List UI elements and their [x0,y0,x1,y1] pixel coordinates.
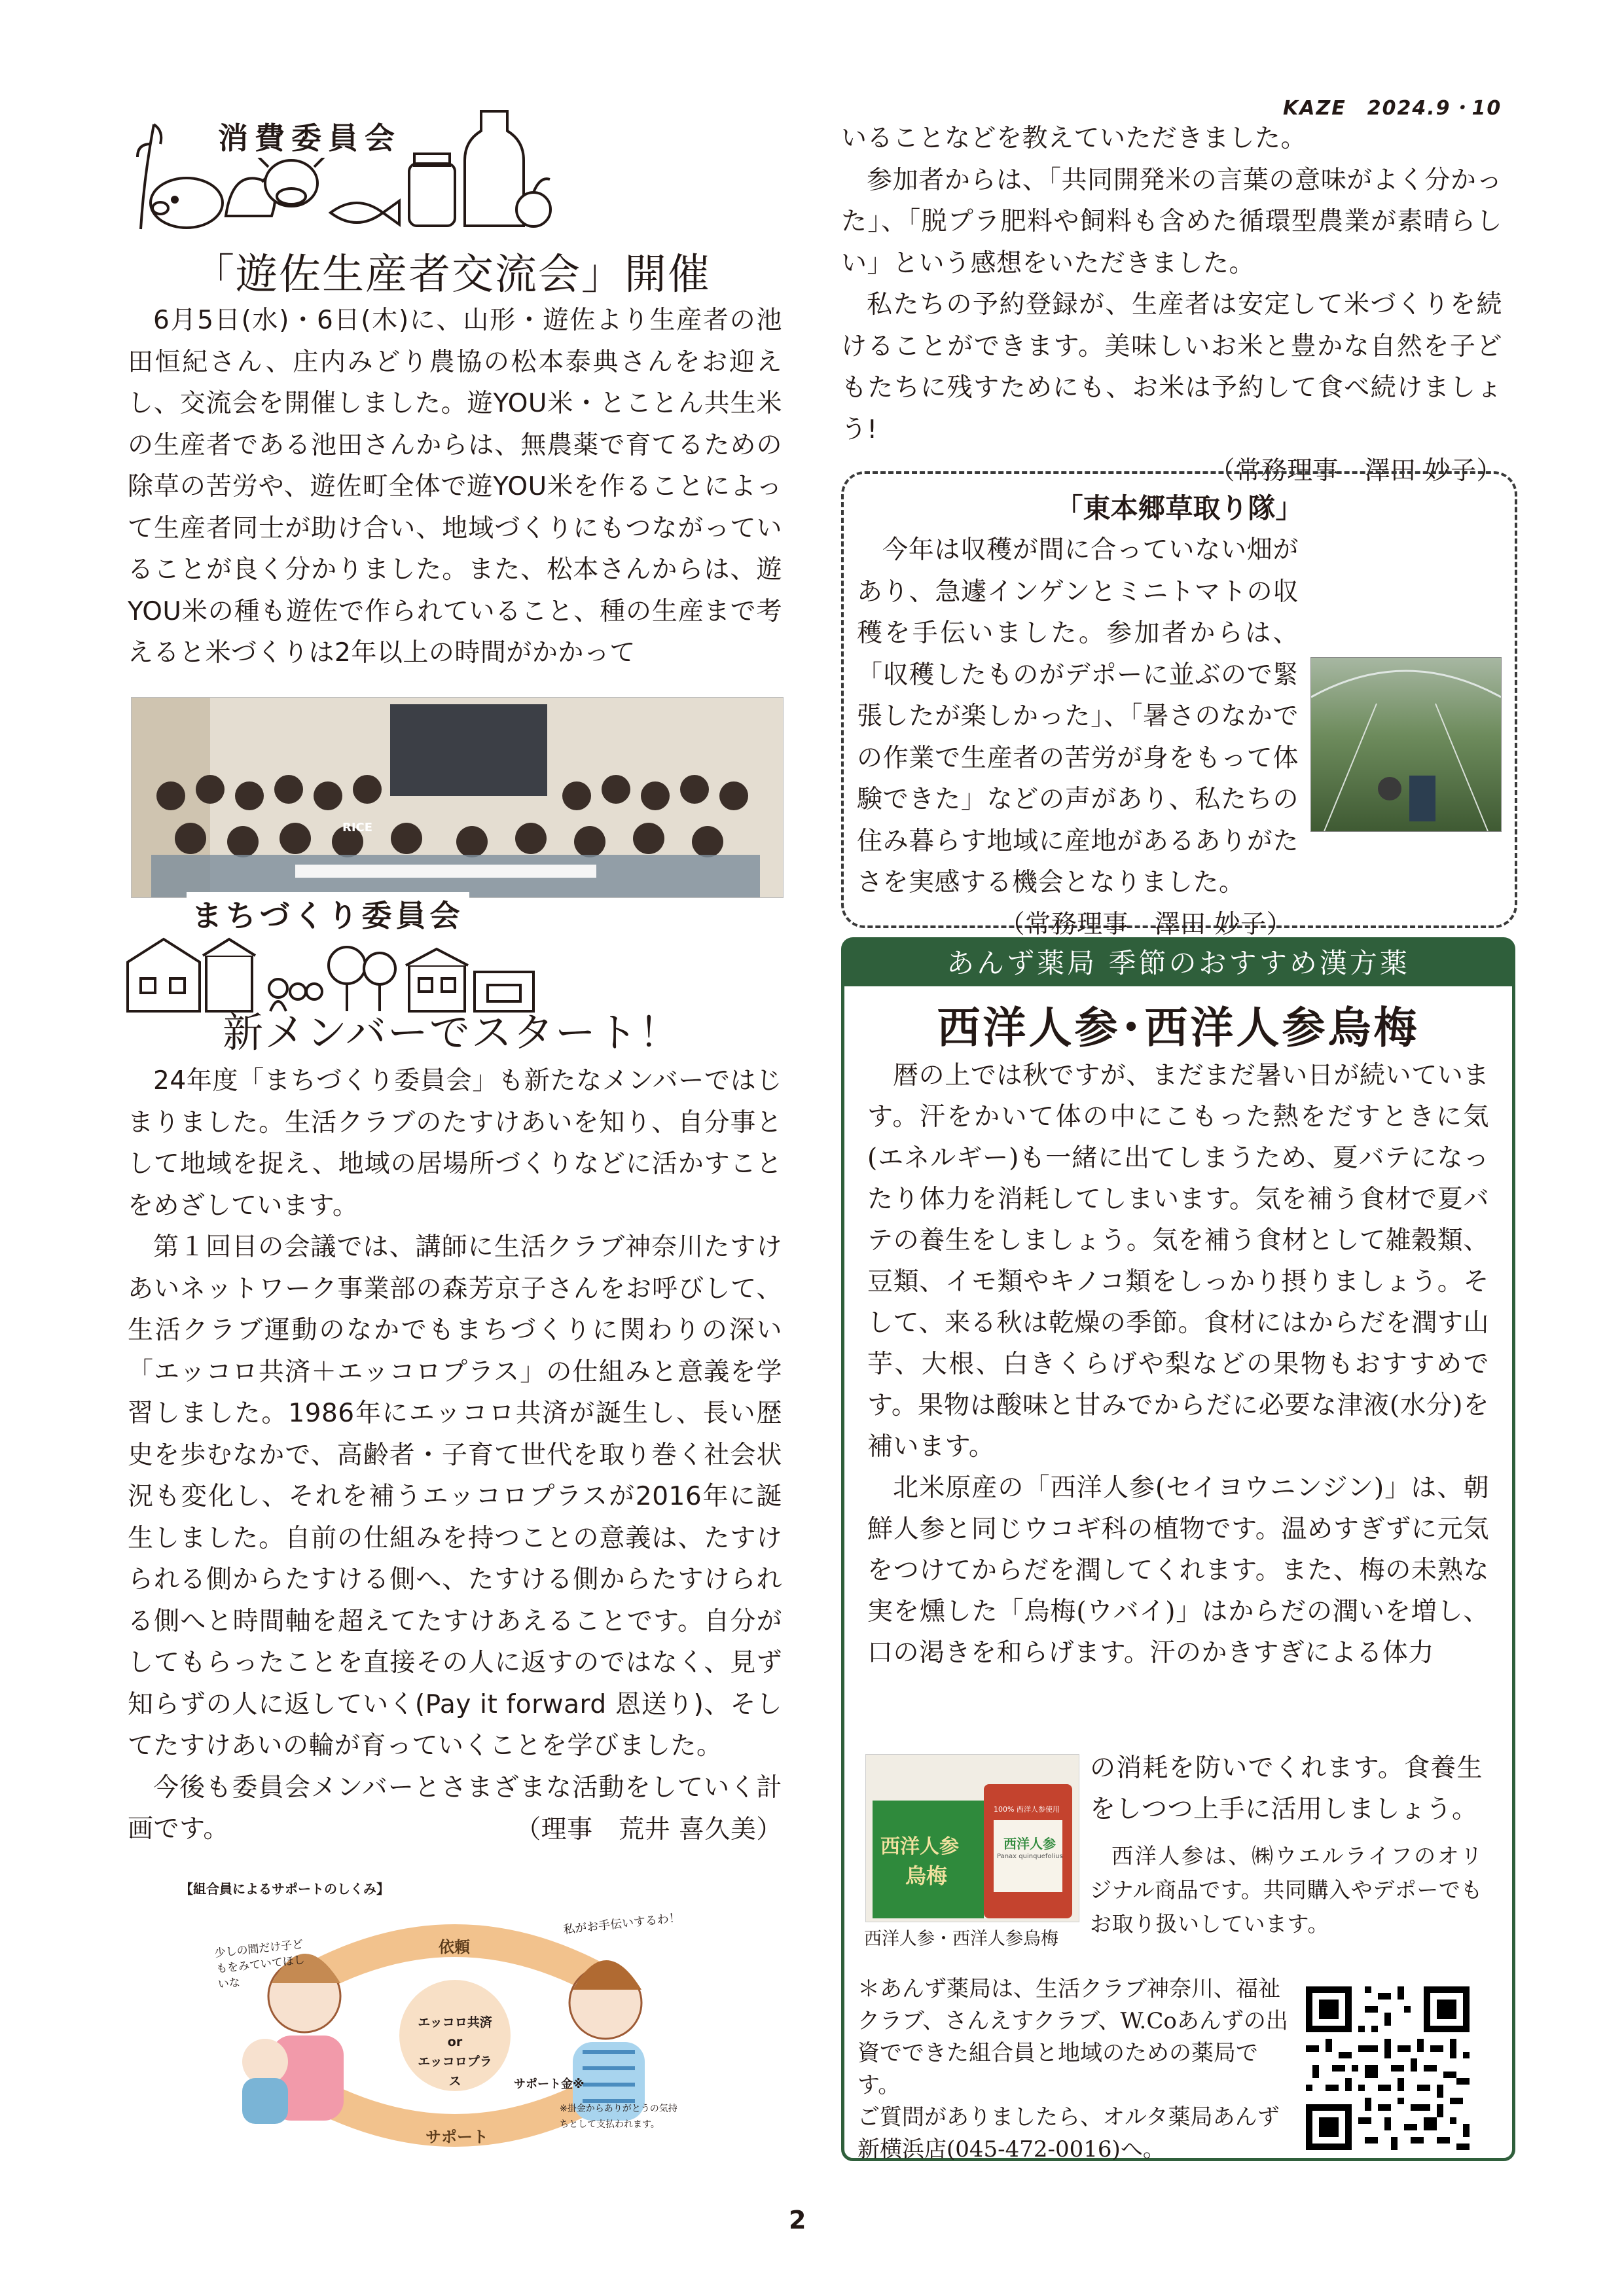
support-money-label: サポート金※ [514,2077,585,2091]
kanpo-paragraph-2: 北米原産の「西洋人参(セイヨウニンジン)」は、朝鮮人参と同じウコギ科の植物です。温めすぎずに元気をつけてからだを潤してくれます。また、梅の未熟な実を燻した「烏梅(ウバイ)」はからだの潤いを増し、口の渇きを和らげます。汗のかきすぎによる体力 [867,1473,1489,1668]
kanpo-footnote: ＊あんず薬局は、生活クラブ神奈川、福祉クラブ、さんえすクラブ、W.Coあんずの出資でできた組合員と地域のための薬局です。 ご質問がありましたら、オルタ薬局あんず新横浜店(045-472-0016)へ。 [857,1976,1288,2162]
weeding-box [841,471,1517,939]
food-illustration [115,85,566,236]
consumer-article-title: 「遊佐生産者交流会」開催 [192,251,711,299]
machi-paragraph-3: 今後も委員会メンバーとさまざまな活動をしていく計画です。 [128,1772,782,1844]
group-photo [131,697,784,898]
weeding-title: 「東本郷草取り隊」 [1055,492,1303,524]
product-image-caption: 西洋人参・西洋人参烏梅 [864,1929,1058,1949]
weeding-paragraph: 今年は収穫が間に合っていない畑があり、急遽インゲンとミニトマトの収穫を手伝いました。参加者からは、「収穫したものがデポーに並ぶので緊張したが楽しかった」、「暑さのなかでの作業で生産者の苦労が身をもって体験できた」などの声があり、私たちの住み暮らす地域に産地があるありがたさを実感する機会となりました。 [857,535,1299,897]
weeding-photo [1310,657,1502,832]
speech-left: 少しの間だけ子どもをみていてほしいな [213,1937,306,1992]
machi-article-title: 新メンバーでスタート！ [223,1009,681,1056]
kanpo-paragraph-1: 暦の上では秋ですが、まだまだ暑い日が続いています。汗をかいて体の中にこもった熱をだすときに気(エネルギー)も一緒に出てしまうため、夏バテになったり体力を消耗してしまいます。気を補う食材で夏バテの養生をしましょう。気を補う食材として雑穀類、豆類、イモ類やキノコ類をしっかり摂りましょう。そして、来る秋は乾燥の季節。食材にはからだを潤す山芋、大根、白きくらげや梨などの果物もおすすめです。果物は酸味と甘みでからだに必要な津液(水分)を補います。 [867,1061,1489,1462]
kanpo-wrap-text [1090,1748,1483,1830]
kanpo-product-photo [865,1754,1079,1922]
weeding-text [857,529,1502,945]
consumer-paragraph: 6月5日(水)・6日(木)に、山形・遊佐より生産者の池田恒紀さん、庄内みどり農協の松本泰典さんをお迎えし、交流会を開催しました。遊YOU米・とことん共生米の生産者である池田さんからは、無農薬で育てるための除草の苦労や、遊佐町全体で遊YOU米を作ることによって生産者同士が助け合い、地域づくりにもつながっていることが良く分かりました。また、松本さんからは、遊YOU米の種も遊佐で作られていること、種の生産まで考えると米づくりは2年以上の時間がかかって [128,306,782,668]
product-bag-latin: Panax quinquefolius [997,1853,1063,1860]
page-header: KAZE 2024.9・10 [1283,97,1502,120]
consumer-committee-label: 消費委員会 [213,115,406,158]
speech-right: 私がお手伝いするわ！ [562,1910,681,1937]
right-top-paragraph-2: 参加者からは、「共同開発米の言葉の意味がよく分かった」、「脱プラ肥料や飼料も含めた循環型農業が素晴らしい」という感想をいただきました。 [841,165,1502,278]
right-top-signature: （常務理事 澤田 妙子） [1209,456,1502,486]
support-diagram [180,1878,717,2166]
kanpo-banner: あんず薬局 季節のおすすめ漢方薬 [844,941,1512,986]
page-number: 2 [789,2206,806,2234]
arrow-request-label: 依頼 [439,1938,470,1956]
right-top-paragraph-1: いることなどを教えていただきました。 [841,124,1307,153]
kanpo-product-note-text: 西洋人参は、㈱ウエルライフのオリジナル商品です。共同購入やデポーでもお取り扱いしています。 [1090,1843,1483,1937]
diagram-note: ※掛金からありがとうの気持ちとして支払われます。 [560,2104,677,2130]
product-box-text-2: 烏梅 [905,1863,948,1888]
product-box-text-1: 西洋人参 [880,1835,959,1858]
kanpo-product-note [1090,1839,1483,1941]
machi-signature: （理事 荒井 喜久美） [515,1814,782,1844]
machi-paragraph-1: 24年度「まちづくり委員会」も新たなメンバーではじまりました。生活クラブのたすけあいを知り、自分事として地域を捉え、地域の居場所づくりなどに活かすことをめざしています。 [128,1066,782,1221]
consumer-committee-header [115,85,566,223]
machi-committee-header [121,887,547,1014]
machi-paragraph-2: 第１回目の会議では、講師に生活クラブ神奈川たすけあいネットワーク事業部の森芳京子さんをお呼びして、生活クラブ運動のなかでもまちづくりに関わりの深い「エッコロ共済＋エッコロプラス」の仕組みと意義を学習しました。1986年にエッコロ共済が誕生し、長い歴史を歩むなかで、高齢者・子育て世代を取り巻く社会状況も変化し、それを補うエッコロプラスが2016年に誕生しました。自前の仕組みを持つことの意義は、たすけられる側からたすける側へ、たすける側からたすけられる側へと時間軸を超えてたすけあえることです。自分がしてもらったことを直接その人に返すのではなく、見ず知らずの人に返していく(Pay it forward 恩送り)、そしてたすけあいの輪が育っていくことを学びました。 [128,1232,782,1761]
kanpo-title: 西洋人参･西洋人参烏梅 [937,1002,1420,1053]
machi-committee-label: まちづくり委員会 [187,892,469,935]
kanpo-wrap-paragraph: の消耗を防いでくれます。食養生をしつつ上手に活用しましょう。 [1090,1753,1483,1824]
product-bag-text: 西洋人参 [1003,1836,1056,1852]
right-top-paragraph-3: 私たちの予約登録が、生産者は安定して米づくりを続けることができます。美味しいお米と豊かな自然を子どもたちに残すためにも、お米は予約して食べ続けましょう! [841,290,1502,444]
weeding-signature: （常務理事 澤田 妙子） [999,909,1292,939]
diagram-center-label: エッコロ共済or エッコロプラス [418,2015,492,2089]
product-bag-small: 100% 西洋人参使用 [994,1805,1060,1814]
consumer-article-text [128,300,782,674]
machi-article-text [128,1060,782,1850]
diagram-caption: 【組合員によるサポートのしくみ】 [180,1881,389,1897]
arrow-support-label: サポート [425,2128,488,2146]
kanpo-text [867,1055,1489,1674]
photo-shirt-text: RICE [342,821,373,834]
qr-code[interactable] [1306,1986,1470,2150]
right-top-text [841,118,1502,492]
